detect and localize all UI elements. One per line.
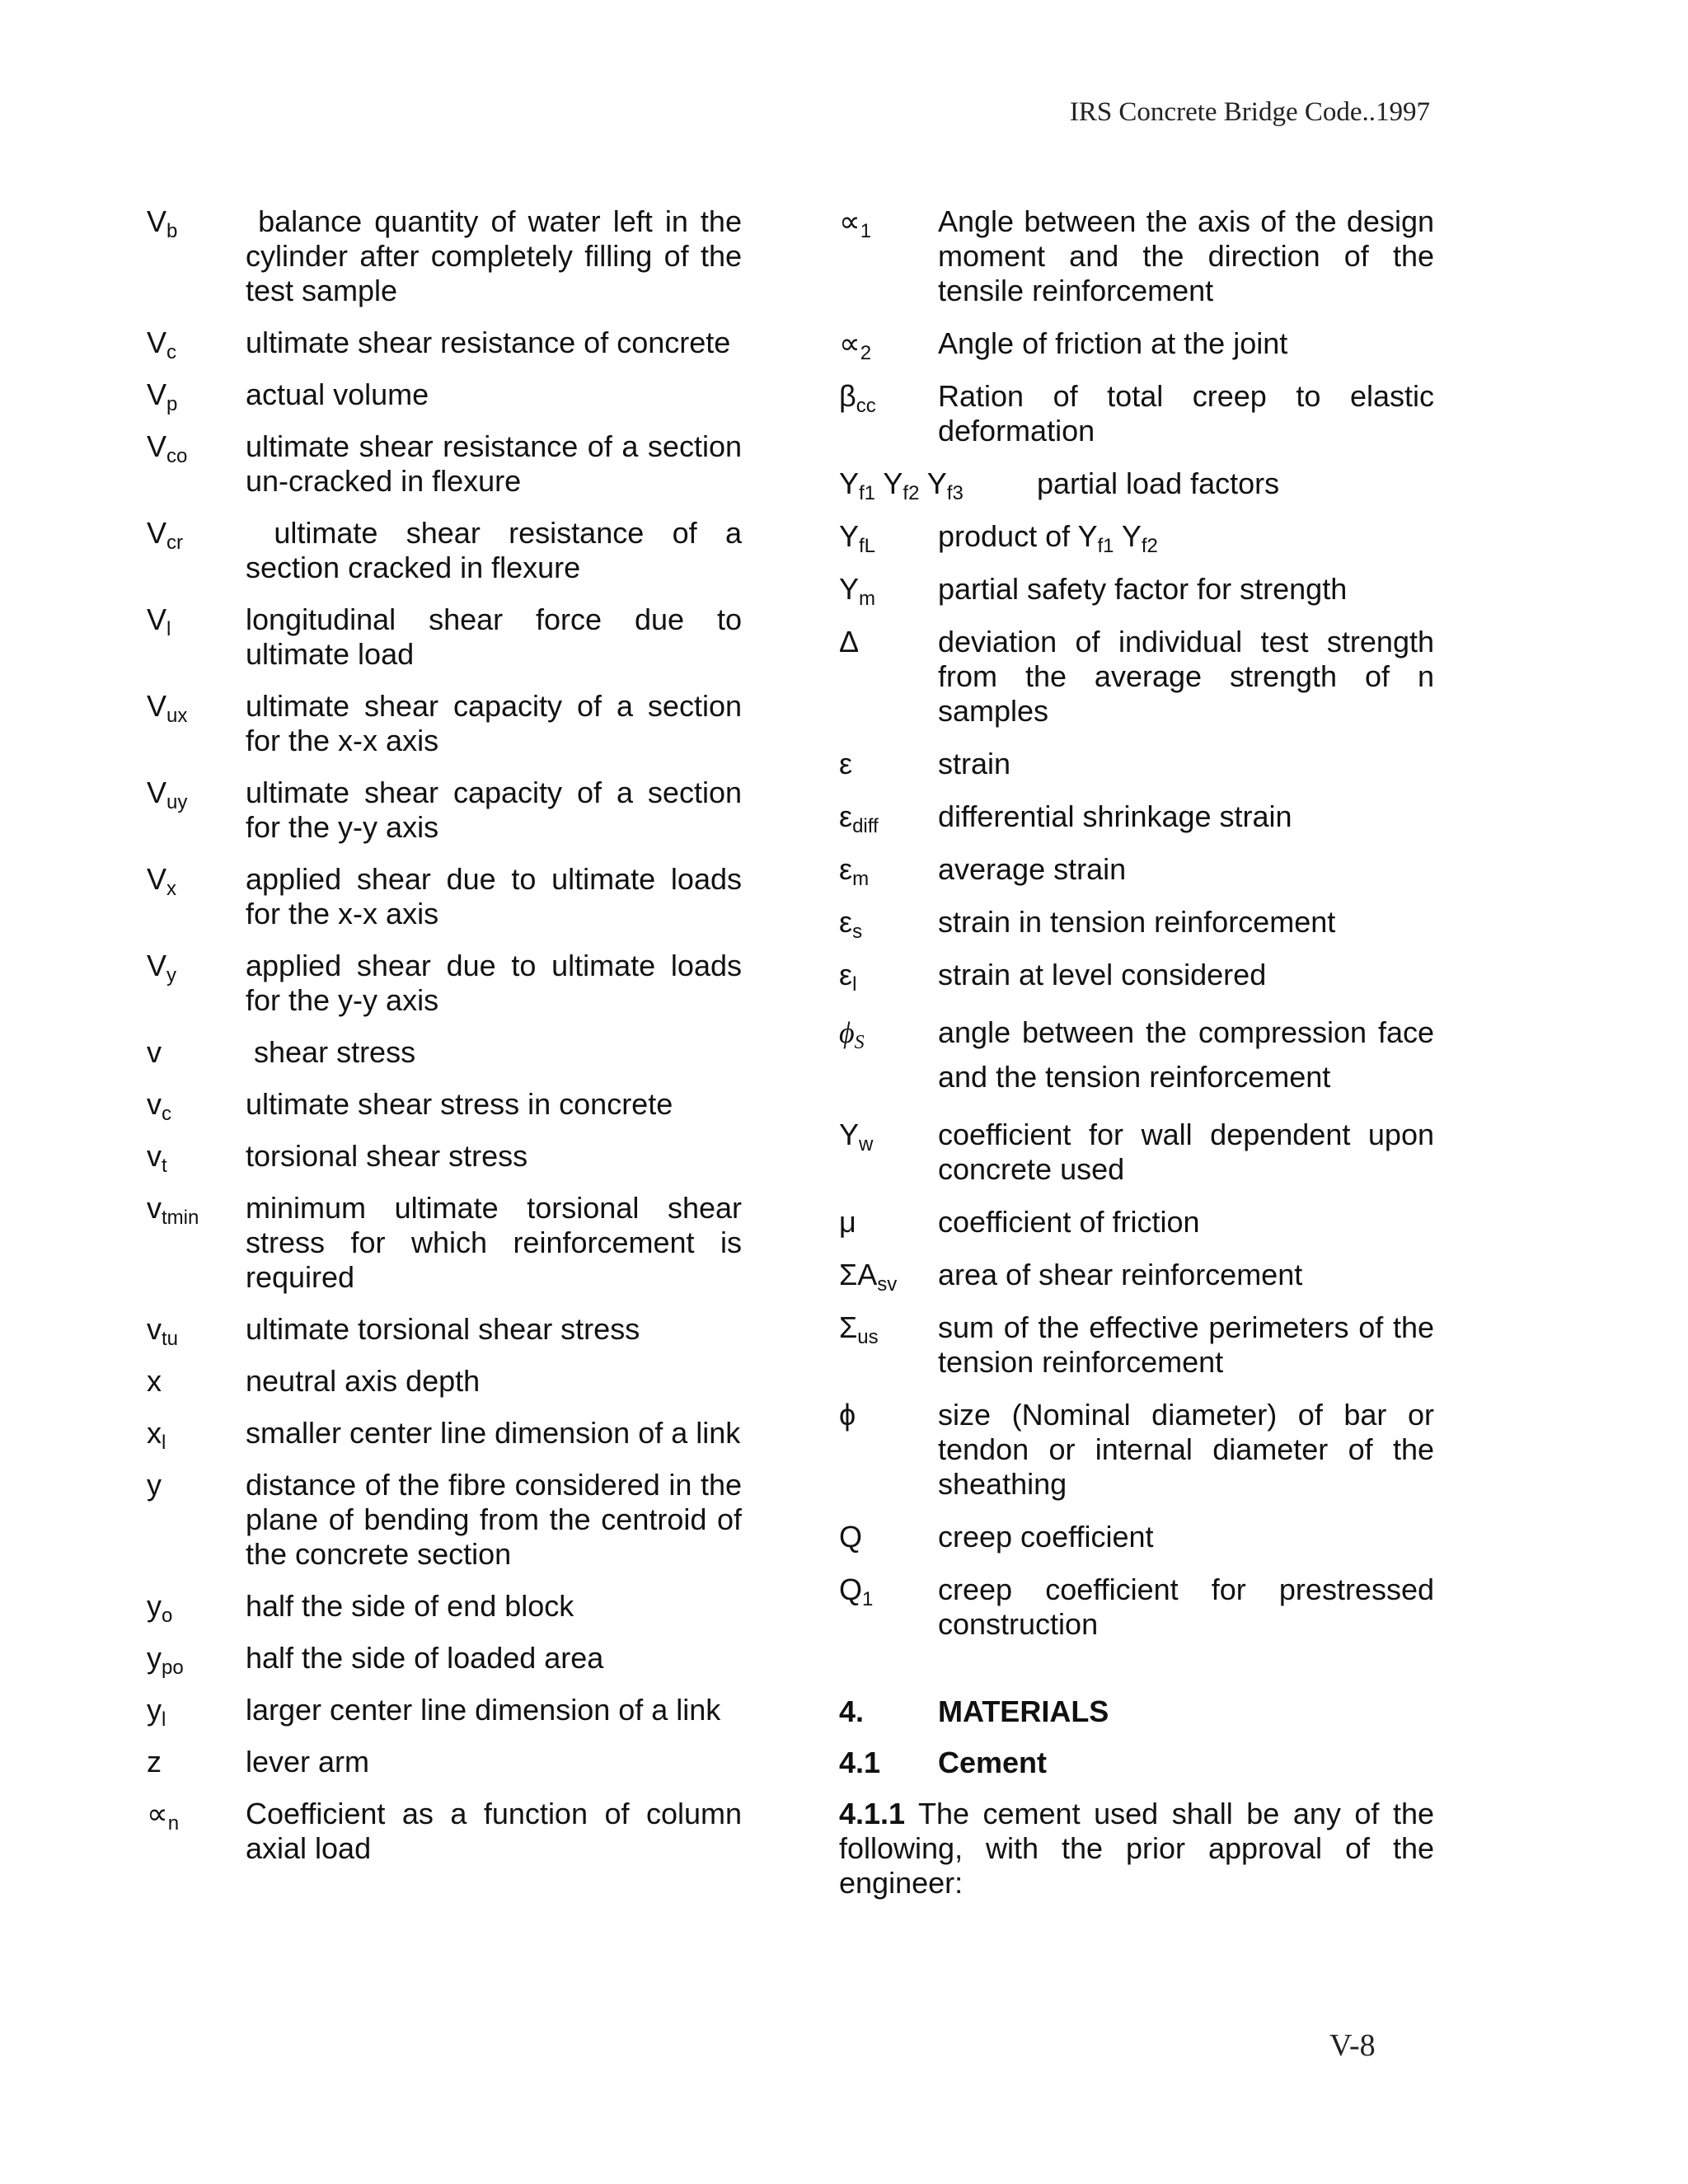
- notation-entry: [147, 949, 751, 1018]
- notation-definition: partial load factors: [1037, 466, 1280, 500]
- notation-definition: partial safety factor for strength: [938, 572, 1348, 606]
- notation-symbol: $v_c$: [147, 1087, 171, 1125]
- notation-symbol: $V_y$: [147, 949, 177, 987]
- clause-number: 4.1.1: [839, 1797, 906, 1830]
- notation-entry: [839, 852, 1434, 890]
- notation-symbol: $y_l$: [147, 1693, 166, 1731]
- notation-entry: [147, 1087, 742, 1125]
- notation-definition: balance quantity of water left in the cylinder after completely filling of the test sample: [246, 204, 751, 307]
- notation-entry-partial-load-factors: [839, 466, 1434, 504]
- notation-definition: minimum ultimate torsional shear stress for which reinforcement is required: [246, 1191, 751, 1294]
- notation-definition: half the side of end block: [246, 1589, 574, 1623]
- notation-symbol: $\propto_2$: [839, 326, 872, 364]
- notation-symbol: $\varepsilon_m$: [839, 852, 870, 890]
- notation-list-right-c: [839, 1118, 1443, 1642]
- notation-definition: ultimate shear resistance of a section un-cracked in flexure: [246, 429, 751, 498]
- notation-symbol: $V_p$: [147, 377, 178, 415]
- notation-definition: ultimate torsional shear stress: [246, 1312, 640, 1346]
- notation-entry: [147, 204, 751, 308]
- notation-definition: torsional shear stress: [246, 1139, 528, 1173]
- notation-symbol: z: [147, 1745, 162, 1779]
- notation-definition: Ration of total creep to elastic deformation: [938, 379, 1434, 448]
- notation-definition: strain in tension reinforcement: [938, 905, 1336, 939]
- notation-definition: Angle of friction at the joint: [938, 326, 1288, 360]
- notation-entry: [147, 429, 751, 499]
- notation-entry: [147, 1797, 751, 1866]
- notation-entry: [147, 1191, 751, 1295]
- notation-entry: [147, 1468, 776, 1572]
- notation-definition: smaller center line dimension of a link: [246, 1416, 741, 1450]
- notation-entry: [147, 1589, 742, 1627]
- notation-entry: [839, 625, 1443, 729]
- notation-symbol: $V_x$: [147, 862, 177, 900]
- notation-symbol: ϕ: [839, 1398, 856, 1432]
- notation-symbol: $Y_w$: [839, 1118, 874, 1155]
- notation-entry: [147, 602, 751, 672]
- notation-symbol: $V_{uy}$: [147, 776, 188, 813]
- notation-entry: [839, 1520, 1434, 1554]
- notation-definition: strain at level considered: [938, 958, 1267, 991]
- notation-symbol: $v_t$: [147, 1139, 167, 1177]
- notation-entry: [839, 1118, 1443, 1187]
- notation-entry: [839, 905, 1434, 943]
- notation-symbol: $Q_1$: [839, 1572, 874, 1610]
- notation-symbol: ε: [839, 747, 853, 780]
- notation-entry: [147, 1364, 742, 1399]
- notation-definition: lever arm: [246, 1745, 370, 1779]
- notation-definition: sum of the effective perimeters of the tension reinforcement: [938, 1310, 1443, 1379]
- notation-entry: [147, 1693, 742, 1731]
- subsection-heading: [839, 1746, 1434, 1780]
- clause-paragraph: [839, 1797, 1434, 1900]
- notation-definition: half the side of loaded area: [246, 1641, 604, 1675]
- section-number: 4.: [839, 1694, 865, 1728]
- notation-definition: ultimate shear stress in concrete: [246, 1087, 673, 1121]
- notation-symbol: $\varepsilon_{diff}$: [839, 799, 879, 837]
- notation-definition: ultimate shear capacity of a section for the y-y axis: [246, 776, 751, 844]
- notation-entry: [839, 572, 1434, 610]
- notation-symbol: $\Sigma A_{sv}$: [839, 1258, 898, 1296]
- notation-definition: creep coefficient: [938, 1520, 1154, 1554]
- notation-definition: coefficient of friction: [938, 1205, 1200, 1239]
- notation-entry: [147, 326, 742, 363]
- notation-entry: [839, 326, 1434, 364]
- notation-definition: product of $Y_{f1}$ $Y_{f2}$: [938, 519, 1158, 557]
- section-title: MATERIALS: [938, 1694, 1109, 1728]
- notation-definition: shear stress: [246, 1035, 416, 1069]
- notation-entry: [147, 1416, 742, 1454]
- notation-entry: [147, 1745, 742, 1779]
- notation-symbol: Δ: [839, 625, 860, 658]
- notation-symbol: x: [147, 1364, 162, 1398]
- notation-definition: ultimate shear capacity of a section for the x-x axis: [246, 689, 751, 757]
- notation-definition: ultimate shear resistance of a section cracked in flexure: [246, 516, 751, 584]
- notation-symbol: $Y_m$: [839, 572, 876, 610]
- subsection-title: Cement: [938, 1746, 1048, 1779]
- notation-symbol: $V_b$: [147, 204, 178, 242]
- notation-entry: [147, 516, 751, 585]
- notation-entry: [839, 1205, 1434, 1240]
- notation-entry: [839, 1310, 1443, 1380]
- notation-entry: [839, 799, 1434, 837]
- notation-definition: average strain: [938, 852, 1127, 886]
- notation-entry: [839, 1258, 1434, 1296]
- notation-entry: [839, 1398, 1443, 1502]
- notation-symbol: $\propto_1$: [839, 204, 872, 242]
- notation-entry: [147, 377, 742, 415]
- notation-definition: actual volume: [246, 377, 429, 411]
- notation-list-right-phis: [839, 1010, 1434, 1099]
- notation-definition: creep coefficient for prestressed construction: [938, 1572, 1443, 1641]
- notation-entry: [147, 689, 751, 758]
- notation-definition: coefficient for wall dependent upon concrete used: [938, 1118, 1443, 1186]
- notation-definition: angle between the compression face and the tension reinforcement: [938, 1015, 1434, 1094]
- notation-symbol: $y_o$: [147, 1589, 173, 1627]
- notation-symbol: $\varepsilon_s$: [839, 905, 863, 943]
- notation-definition: Angle between the axis of the design moment and the direction of the tensile reinforcement: [938, 204, 1434, 307]
- notation-entry: [839, 379, 1434, 448]
- notation-symbol: $y_{po}$: [147, 1641, 184, 1679]
- right-column: [839, 204, 1443, 1900]
- notation-definition: strain: [938, 747, 1011, 780]
- notation-definition: deviation of individual test strength from the average strength of n samples: [938, 625, 1443, 728]
- left-column: [147, 204, 776, 1883]
- notation-symbol: $V_{cr}$: [147, 516, 184, 554]
- notation-symbol: $\Sigma_{us}$: [839, 1310, 879, 1348]
- notation-entry: [839, 204, 1434, 308]
- notation-symbol: Q: [839, 1520, 863, 1554]
- notation-entry-yfl: [839, 519, 1434, 557]
- notation-symbol: $Y_{f1}$ $Y_{f2}$ $Y_{f3}$: [839, 466, 964, 504]
- notation-symbol: $v_{tu}$: [147, 1312, 179, 1350]
- notation-symbol: $\varepsilon_l$: [839, 958, 857, 996]
- notation-definition: size (Nominal diameter) of bar or tendon or internal diameter of the sheathing: [938, 1398, 1443, 1501]
- notation-entry: [147, 776, 751, 845]
- notation-symbol: $V_{ux}$: [147, 689, 188, 727]
- notation-symbol: $\propto_n$: [147, 1797, 180, 1835]
- page-number: V-8: [1329, 2028, 1376, 2063]
- notation-symbol: $V_c$: [147, 326, 177, 363]
- notation-entry: [147, 1312, 742, 1350]
- notation-entry-phi-s: [839, 1010, 1434, 1099]
- notation-symbol: y: [147, 1468, 162, 1502]
- notation-symbol: $x_l$: [147, 1416, 166, 1454]
- notation-symbol: μ: [839, 1205, 856, 1239]
- notation-definition: distance of the fibre considered in the plane of bending from the centroid of the concrete section: [246, 1468, 776, 1571]
- clause-text: The cement used shall be any of the following, with the prior approval of the engineer:: [839, 1797, 1434, 1900]
- notation-symbol: $\phi_S$: [839, 1016, 865, 1053]
- notation-definition: applied shear due to ultimate loads for the y-y axis: [246, 949, 751, 1017]
- notation-symbol: $Y_{fL}$: [839, 519, 876, 557]
- notation-list-right-b: [839, 572, 1443, 996]
- notation-entry: [839, 747, 1434, 781]
- notation-definition: area of shear reinforcement: [938, 1258, 1303, 1291]
- notation-entry: [147, 862, 751, 931]
- notation-definition: Coefficient as a function of column axial load: [246, 1797, 751, 1865]
- notation-definition: larger center line dimension of a link: [246, 1693, 721, 1727]
- notation-entry: [147, 1035, 742, 1070]
- notation-symbol: $V_l$: [147, 602, 171, 640]
- section-heading: [839, 1694, 1434, 1729]
- running-header: IRS Concrete Bridge Code..1997: [1069, 97, 1430, 127]
- notation-definition: applied shear due to ultimate loads for the x-x axis: [246, 862, 751, 930]
- notation-symbol: $\beta_{cc}$: [839, 379, 876, 417]
- notation-list-left: [147, 204, 776, 1866]
- notation-definition: neutral axis depth: [246, 1364, 481, 1398]
- notation-list-right-a: [839, 204, 1434, 448]
- notation-entry: [839, 958, 1434, 996]
- notation-entry: [147, 1139, 742, 1177]
- notation-entry: [147, 1641, 742, 1679]
- notation-definition: ultimate shear resistance of concrete: [246, 326, 731, 359]
- notation-symbol: v: [147, 1035, 162, 1069]
- notation-symbol: $V_{co}$: [147, 429, 188, 467]
- subsection-number: 4.1: [839, 1746, 881, 1779]
- notation-symbol: $v_{tmin}$: [147, 1191, 199, 1229]
- notation-entry: [839, 1572, 1443, 1642]
- notation-definition: differential shrinkage strain: [938, 799, 1292, 833]
- notation-definition: longitudinal shear force due to ultimate load: [246, 602, 751, 671]
